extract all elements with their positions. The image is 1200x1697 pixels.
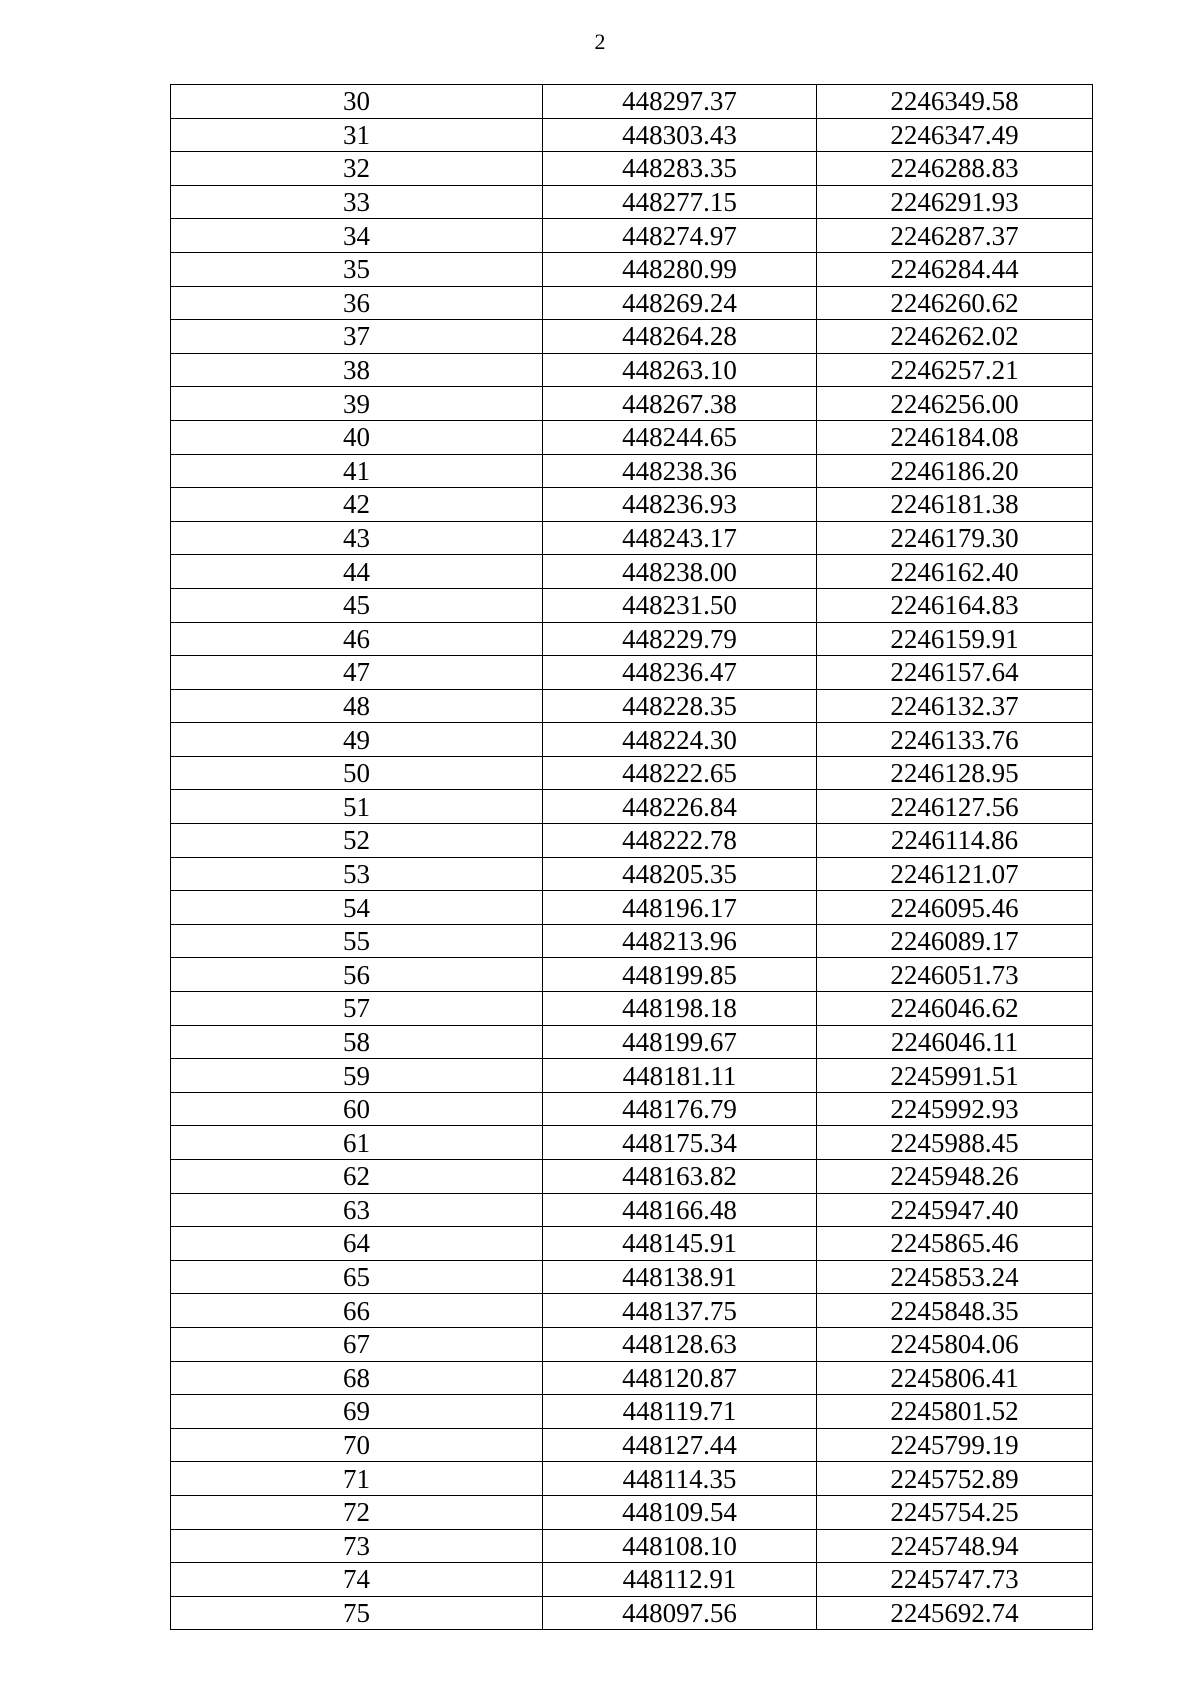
point-number-cell: 49 <box>171 723 543 757</box>
y-coordinate-cell: 2246347.49 <box>817 118 1093 152</box>
table-row <box>171 1596 1093 1630</box>
y-coordinate-cell: 2245991.51 <box>817 1059 1093 1093</box>
y-coordinate-cell: 2245754.25 <box>817 1495 1093 1529</box>
table-row <box>171 756 1093 790</box>
table-row <box>171 1227 1093 1261</box>
x-coordinate-cell: 448128.63 <box>543 1327 817 1361</box>
point-number-cell: 38 <box>171 353 543 387</box>
x-coordinate-cell: 448222.65 <box>543 756 817 790</box>
y-coordinate-cell: 2246121.07 <box>817 857 1093 891</box>
y-coordinate-cell: 2246181.38 <box>817 488 1093 522</box>
y-coordinate-cell: 2246046.11 <box>817 1025 1093 1059</box>
table-row <box>171 454 1093 488</box>
point-number-cell: 40 <box>171 420 543 454</box>
y-coordinate-cell: 2246095.46 <box>817 891 1093 925</box>
table-row <box>171 1529 1093 1563</box>
point-number-cell: 68 <box>171 1361 543 1395</box>
table-row <box>171 1462 1093 1496</box>
y-coordinate-cell: 2245992.93 <box>817 1092 1093 1126</box>
x-coordinate-cell: 448226.84 <box>543 790 817 824</box>
table-row <box>171 320 1093 354</box>
x-coordinate-cell: 448166.48 <box>543 1193 817 1227</box>
x-coordinate-cell: 448231.50 <box>543 588 817 622</box>
point-number-cell: 73 <box>171 1529 543 1563</box>
y-coordinate-cell: 2245801.52 <box>817 1395 1093 1429</box>
y-coordinate-cell: 2245799.19 <box>817 1428 1093 1462</box>
point-number-cell: 36 <box>171 286 543 320</box>
table-row <box>171 689 1093 723</box>
y-coordinate-cell: 2245848.35 <box>817 1294 1093 1328</box>
x-coordinate-cell: 448222.78 <box>543 824 817 858</box>
y-coordinate-cell: 2246287.37 <box>817 219 1093 253</box>
point-number-cell: 53 <box>171 857 543 891</box>
table-row <box>171 1395 1093 1429</box>
table-row <box>171 656 1093 690</box>
point-number-cell: 30 <box>171 85 543 119</box>
x-coordinate-cell: 448114.35 <box>543 1462 817 1496</box>
y-coordinate-cell: 2246184.08 <box>817 420 1093 454</box>
point-number-cell: 39 <box>171 387 543 421</box>
point-number-cell: 69 <box>171 1395 543 1429</box>
table-row <box>171 1260 1093 1294</box>
table-row <box>171 521 1093 555</box>
table-row <box>171 891 1093 925</box>
y-coordinate-cell: 2246291.93 <box>817 185 1093 219</box>
table-row <box>171 824 1093 858</box>
x-coordinate-cell: 448119.71 <box>543 1395 817 1429</box>
point-number-cell: 59 <box>171 1059 543 1093</box>
point-number-cell: 65 <box>171 1260 543 1294</box>
table-row <box>171 1495 1093 1529</box>
y-coordinate-cell: 2245947.40 <box>817 1193 1093 1227</box>
y-coordinate-cell: 2245752.89 <box>817 1462 1093 1496</box>
point-number-cell: 34 <box>171 219 543 253</box>
y-coordinate-cell: 2245853.24 <box>817 1260 1093 1294</box>
x-coordinate-cell: 448198.18 <box>543 992 817 1026</box>
x-coordinate-cell: 448205.35 <box>543 857 817 891</box>
y-coordinate-cell: 2245692.74 <box>817 1596 1093 1630</box>
x-coordinate-cell: 448120.87 <box>543 1361 817 1395</box>
y-coordinate-cell: 2245748.94 <box>817 1529 1093 1563</box>
table-row <box>171 723 1093 757</box>
x-coordinate-cell: 448181.11 <box>543 1059 817 1093</box>
table-row <box>171 1059 1093 1093</box>
coordinates-table-body <box>171 85 1093 1630</box>
x-coordinate-cell: 448175.34 <box>543 1126 817 1160</box>
point-number-cell: 58 <box>171 1025 543 1059</box>
point-number-cell: 60 <box>171 1092 543 1126</box>
x-coordinate-cell: 448277.15 <box>543 185 817 219</box>
x-coordinate-cell: 448283.35 <box>543 152 817 186</box>
x-coordinate-cell: 448264.28 <box>543 320 817 354</box>
x-coordinate-cell: 448228.35 <box>543 689 817 723</box>
x-coordinate-cell: 448137.75 <box>543 1294 817 1328</box>
y-coordinate-cell: 2246089.17 <box>817 924 1093 958</box>
x-coordinate-cell: 448138.91 <box>543 1260 817 1294</box>
x-coordinate-cell: 448196.17 <box>543 891 817 925</box>
point-number-cell: 61 <box>171 1126 543 1160</box>
point-number-cell: 51 <box>171 790 543 824</box>
x-coordinate-cell: 448199.67 <box>543 1025 817 1059</box>
table-row <box>171 1563 1093 1597</box>
table-row <box>171 622 1093 656</box>
y-coordinate-cell: 2246256.00 <box>817 387 1093 421</box>
table-row <box>171 420 1093 454</box>
table-row <box>171 286 1093 320</box>
table-row <box>171 353 1093 387</box>
y-coordinate-cell: 2246179.30 <box>817 521 1093 555</box>
x-coordinate-cell: 448243.17 <box>543 521 817 555</box>
y-coordinate-cell: 2246159.91 <box>817 622 1093 656</box>
table-row <box>171 1025 1093 1059</box>
y-coordinate-cell: 2245747.73 <box>817 1563 1093 1597</box>
point-number-cell: 47 <box>171 656 543 690</box>
point-number-cell: 62 <box>171 1160 543 1194</box>
table-row <box>171 1294 1093 1328</box>
point-number-cell: 55 <box>171 924 543 958</box>
x-coordinate-cell: 448213.96 <box>543 924 817 958</box>
x-coordinate-cell: 448280.99 <box>543 252 817 286</box>
x-coordinate-cell: 448176.79 <box>543 1092 817 1126</box>
point-number-cell: 50 <box>171 756 543 790</box>
table-row <box>171 992 1093 1026</box>
y-coordinate-cell: 2246262.02 <box>817 320 1093 354</box>
table-row <box>171 588 1093 622</box>
y-coordinate-cell: 2246127.56 <box>817 790 1093 824</box>
y-coordinate-cell: 2246133.76 <box>817 723 1093 757</box>
point-number-cell: 42 <box>171 488 543 522</box>
x-coordinate-cell: 448163.82 <box>543 1160 817 1194</box>
table-row <box>171 958 1093 992</box>
point-number-cell: 48 <box>171 689 543 723</box>
y-coordinate-cell: 2246157.64 <box>817 656 1093 690</box>
point-number-cell: 74 <box>171 1563 543 1597</box>
point-number-cell: 64 <box>171 1227 543 1261</box>
y-coordinate-cell: 2245865.46 <box>817 1227 1093 1261</box>
table-row <box>171 1193 1093 1227</box>
x-coordinate-cell: 448303.43 <box>543 118 817 152</box>
y-coordinate-cell: 2245948.26 <box>817 1160 1093 1194</box>
y-coordinate-cell: 2246186.20 <box>817 454 1093 488</box>
x-coordinate-cell: 448238.00 <box>543 555 817 589</box>
table-row <box>171 857 1093 891</box>
x-coordinate-cell: 448229.79 <box>543 622 817 656</box>
x-coordinate-cell: 448145.91 <box>543 1227 817 1261</box>
table-row <box>171 387 1093 421</box>
y-coordinate-cell: 2246288.83 <box>817 152 1093 186</box>
x-coordinate-cell: 448267.38 <box>543 387 817 421</box>
x-coordinate-cell: 448274.97 <box>543 219 817 253</box>
x-coordinate-cell: 448108.10 <box>543 1529 817 1563</box>
x-coordinate-cell: 448224.30 <box>543 723 817 757</box>
table-row <box>171 1327 1093 1361</box>
table-row <box>171 1126 1093 1160</box>
x-coordinate-cell: 448199.85 <box>543 958 817 992</box>
point-number-cell: 45 <box>171 588 543 622</box>
table-row <box>171 1361 1093 1395</box>
point-number-cell: 37 <box>171 320 543 354</box>
point-number-cell: 35 <box>171 252 543 286</box>
x-coordinate-cell: 448263.10 <box>543 353 817 387</box>
table-row <box>171 85 1093 119</box>
table-row <box>171 1092 1093 1126</box>
table-row <box>171 152 1093 186</box>
y-coordinate-cell: 2246114.86 <box>817 824 1093 858</box>
x-coordinate-cell: 448238.36 <box>543 454 817 488</box>
point-number-cell: 70 <box>171 1428 543 1462</box>
point-number-cell: 52 <box>171 824 543 858</box>
table-row <box>171 1428 1093 1462</box>
page-number: 2 <box>594 29 606 54</box>
point-number-cell: 75 <box>171 1596 543 1630</box>
table-row <box>171 555 1093 589</box>
y-coordinate-cell: 2246128.95 <box>817 756 1093 790</box>
x-coordinate-cell: 448112.91 <box>543 1563 817 1597</box>
x-coordinate-cell: 448297.37 <box>543 85 817 119</box>
table-row <box>171 790 1093 824</box>
point-number-cell: 43 <box>171 521 543 555</box>
y-coordinate-cell: 2245988.45 <box>817 1126 1093 1160</box>
table-row <box>171 252 1093 286</box>
x-coordinate-cell: 448269.24 <box>543 286 817 320</box>
x-coordinate-cell: 448236.47 <box>543 656 817 690</box>
x-coordinate-cell: 448244.65 <box>543 420 817 454</box>
point-number-cell: 54 <box>171 891 543 925</box>
point-number-cell: 33 <box>171 185 543 219</box>
table-row <box>171 219 1093 253</box>
point-number-cell: 56 <box>171 958 543 992</box>
x-coordinate-cell: 448109.54 <box>543 1495 817 1529</box>
y-coordinate-cell: 2246164.83 <box>817 588 1093 622</box>
table-row <box>171 185 1093 219</box>
point-number-cell: 44 <box>171 555 543 589</box>
x-coordinate-cell: 448097.56 <box>543 1596 817 1630</box>
y-coordinate-cell: 2246162.40 <box>817 555 1093 589</box>
point-number-cell: 32 <box>171 152 543 186</box>
y-coordinate-cell: 2246349.58 <box>817 85 1093 119</box>
table-row <box>171 1160 1093 1194</box>
point-number-cell: 41 <box>171 454 543 488</box>
y-coordinate-cell: 2246051.73 <box>817 958 1093 992</box>
table-row <box>171 118 1093 152</box>
point-number-cell: 63 <box>171 1193 543 1227</box>
point-number-cell: 66 <box>171 1294 543 1328</box>
point-number-cell: 71 <box>171 1462 543 1496</box>
y-coordinate-cell: 2245804.06 <box>817 1327 1093 1361</box>
y-coordinate-cell: 2245806.41 <box>817 1361 1093 1395</box>
coordinates-table <box>170 84 1093 1630</box>
x-coordinate-cell: 448127.44 <box>543 1428 817 1462</box>
point-number-cell: 72 <box>171 1495 543 1529</box>
y-coordinate-cell: 2246260.62 <box>817 286 1093 320</box>
y-coordinate-cell: 2246257.21 <box>817 353 1093 387</box>
point-number-cell: 31 <box>171 118 543 152</box>
table-row <box>171 488 1093 522</box>
y-coordinate-cell: 2246284.44 <box>817 252 1093 286</box>
y-coordinate-cell: 2246046.62 <box>817 992 1093 1026</box>
table-row <box>171 924 1093 958</box>
x-coordinate-cell: 448236.93 <box>543 488 817 522</box>
point-number-cell: 46 <box>171 622 543 656</box>
y-coordinate-cell: 2246132.37 <box>817 689 1093 723</box>
point-number-cell: 67 <box>171 1327 543 1361</box>
point-number-cell: 57 <box>171 992 543 1026</box>
